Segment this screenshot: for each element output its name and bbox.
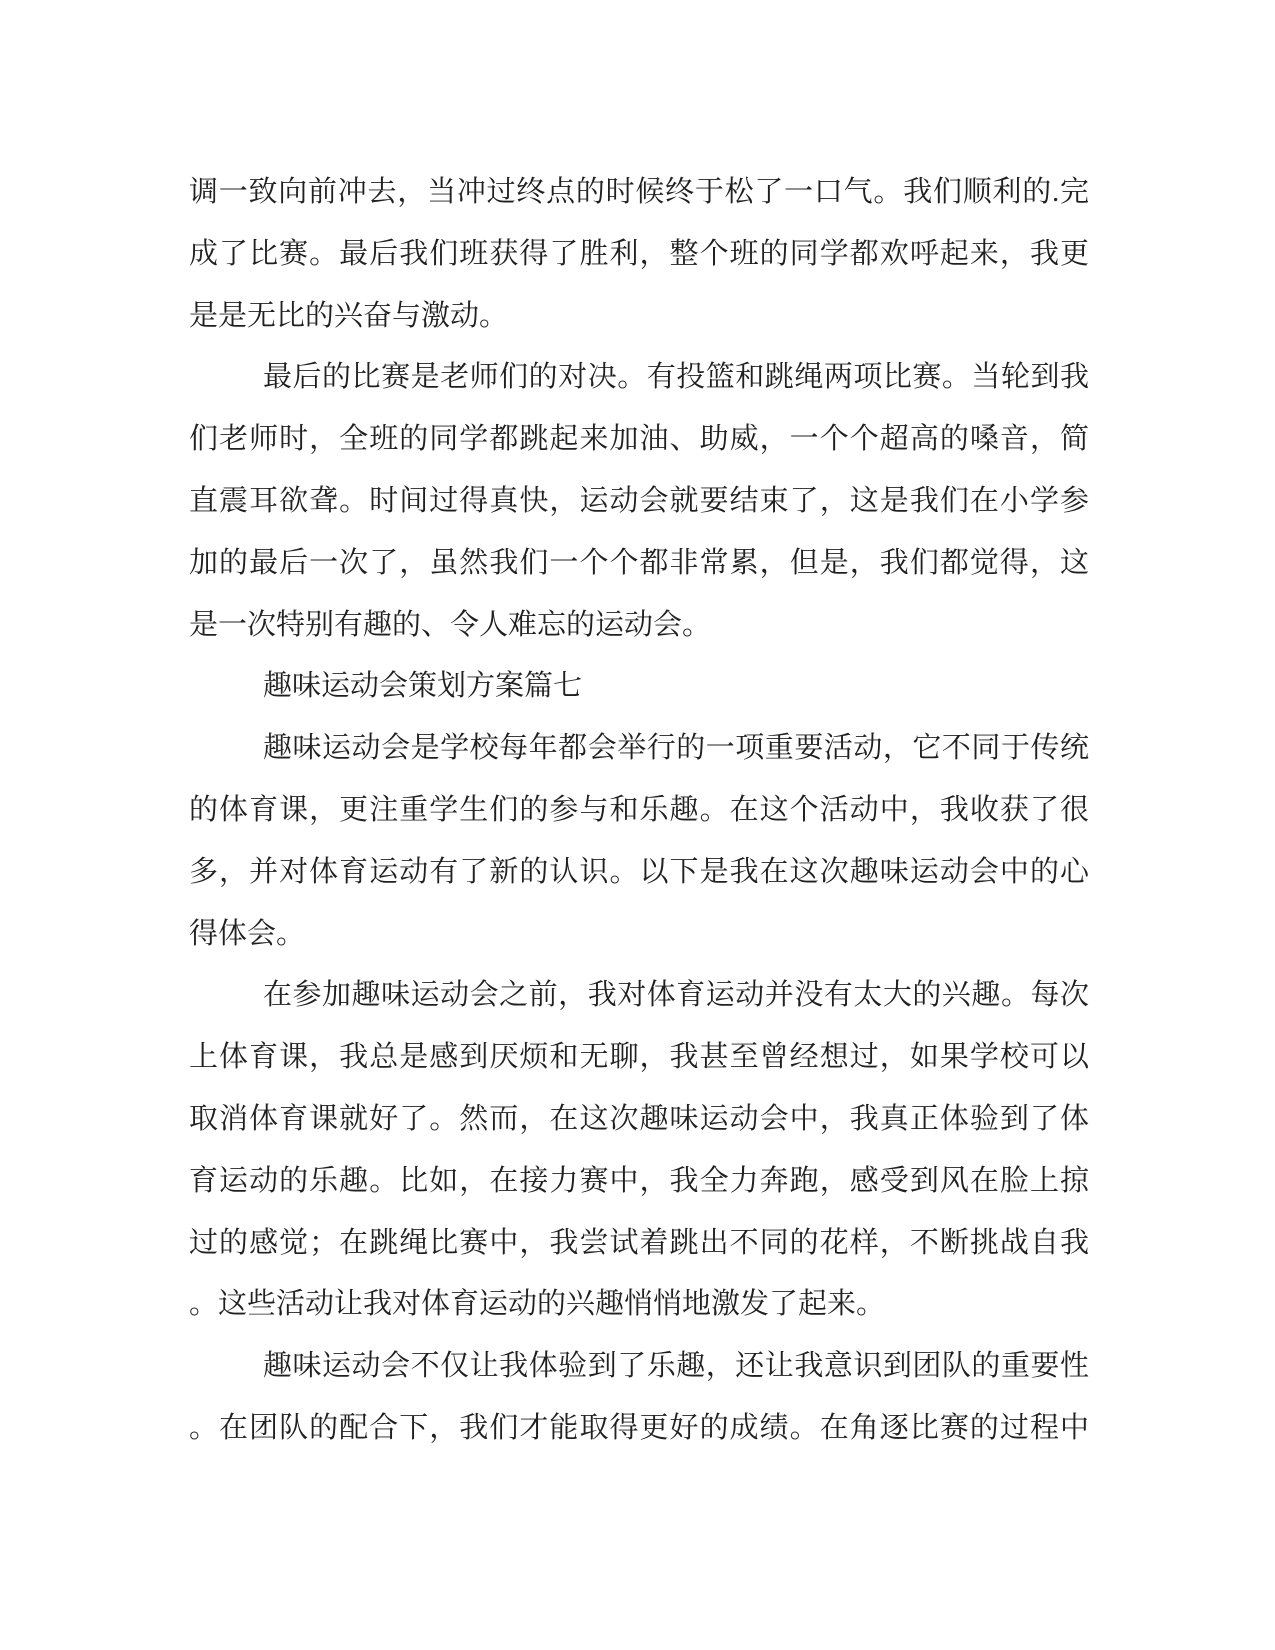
text-line: 直震耳欲聋。时间过得真快，运动会就要结束了，这是我们在小学参 (189, 484, 1089, 517)
text-line: 。这些活动让我对体育运动的兴趣悄悄地激发了起来。 (189, 1288, 886, 1321)
text-line: 是一次特别有趣的、令人难忘的运动会。 (189, 608, 712, 641)
text-line: 。在团队的配合下，我们才能取得更好的成绩。在角逐比赛的过程中 (189, 1411, 1089, 1444)
text-line: 加的最后一次了，虽然我们一个个都非常累，但是，我们都觉得，这 (189, 546, 1089, 579)
text-line: 们老师时，全班的同学都跳起来加油、助威，一个个超高的嗓音，简 (189, 423, 1089, 456)
text-line: 在参加趣味运动会之前，我对体育运动并没有太大的兴趣。每次 (263, 979, 1089, 1012)
text-line: 趣味运动会是学校每年都会举行的一项重要活动，它不同于传统 (263, 732, 1089, 765)
text-line: 育运动的乐趣。比如，在接力赛中，我全力奔跑，感受到风在脸上掠 (189, 1164, 1089, 1197)
text-line: 过的感觉；在跳绳比赛中，我尝试着跳出不同的花样，不断挑战自我 (189, 1226, 1089, 1259)
text-line: 调一致向前冲去，当冲过终点的时候终于松了一口气。我们顺利的.完 (189, 176, 1089, 208)
text-line: 多，并对体育运动有了新的认识。以下是我在这次趣味运动会中的心 (189, 855, 1089, 888)
text-line: 趣味运动会策划方案篇七 (263, 670, 583, 703)
text-line: 得体会。 (189, 917, 306, 950)
text-line: 最后的比赛是老师们的对决。有投篮和跳绳两项比赛。当轮到我 (263, 361, 1089, 394)
text-line: 趣味运动会不仅让我体验到了乐趣，还让我意识到团队的重要性 (263, 1350, 1089, 1383)
text-line: 上体育课，我总是感到厌烦和无聊，我甚至曾经想过，如果学校可以 (189, 1041, 1089, 1074)
text-line: 的体育课，更注重学生们的参与和乐趣。在这个活动中，我收获了很 (189, 793, 1089, 826)
text-line: 成了比赛。最后我们班获得了胜利，整个班的同学都欢呼起来，我更 (189, 237, 1089, 270)
text-line: 是是无比的兴奋与激动。 (189, 299, 509, 332)
text-line: 取消体育课就好了。然而，在这次趣味运动会中，我真正体验到了体 (189, 1102, 1089, 1135)
document-body (189, 162, 1089, 1460)
